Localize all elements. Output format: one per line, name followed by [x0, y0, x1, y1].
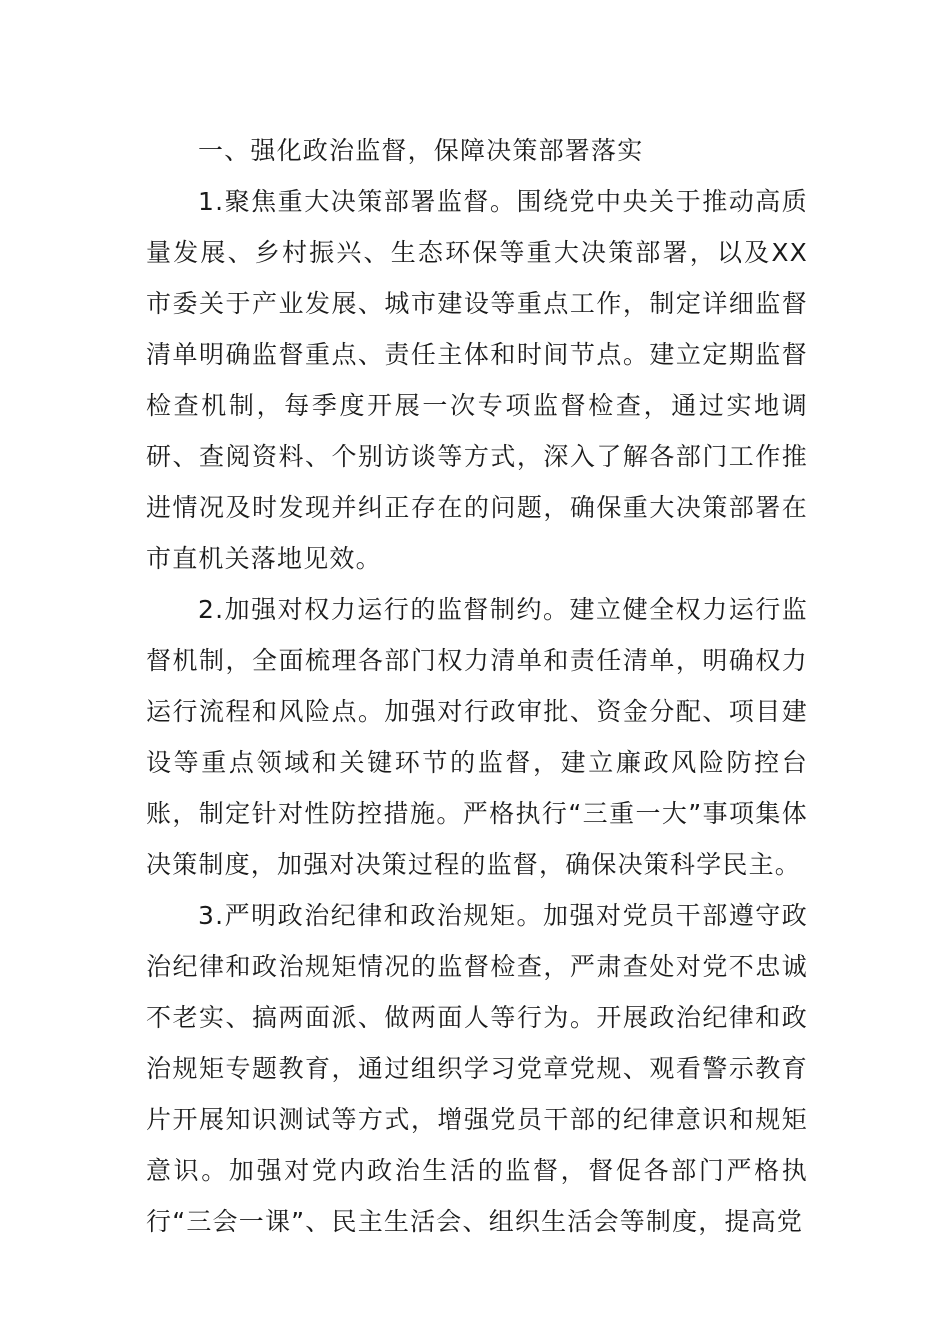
paragraph-3: 3.严明政治纪律和政治规矩。加强对党员干部遵守政治纪律和政治规矩情况的监督检查，严肃查处对党不忠诚不老实、搞两面派、做两面人等行为。开展政治纪律和政治规矩专题教育，通过组织学习党章党规、观看警示教育片开展知识测试等方式，增强党员干部的纪律意识和规矩意识。加强对党内政治生活的监督，督促各部门严格执行“三会一课”、民主生活会、组织生活会等制度，提高党 [146, 901, 808, 1236]
document-body [146, 125, 808, 1247]
paragraph-2: 2.加强对权力运行的监督制约。建立健全权力运行监督机制，全面梳理各部门权力清单和责任清单，明确权力运行流程和风险点。加强对行政审批、资金分配、项目建设等重点领域和关键环节的监督，建立廉政风险防控台账，制定针对性防控措施。严格执行“三重一大”事项集体决策制度，加强对决策过程的监督，确保决策科学民主。 [146, 595, 808, 879]
paragraph-1: 1.聚焦重大决策部署监督。围绕党中央关于推动高质量发展、乡村振兴、生态环保等重大决策部署，以及XX市委关于产业发展、城市建设等重点工作，制定详细监督清单明确监督重点、责任主体和时间节点。建立定期监督检查机制，每季度开展一次专项监督检查，通过实地调研、查阅资料、个别访谈等方式，深入了解各部门工作推进情况及时发现并纠正存在的问题，确保重大决策部署在市直机关落地见效。 [146, 187, 808, 573]
section-heading: 一、强化政治监督，保障决策部署落实 [198, 136, 644, 165]
